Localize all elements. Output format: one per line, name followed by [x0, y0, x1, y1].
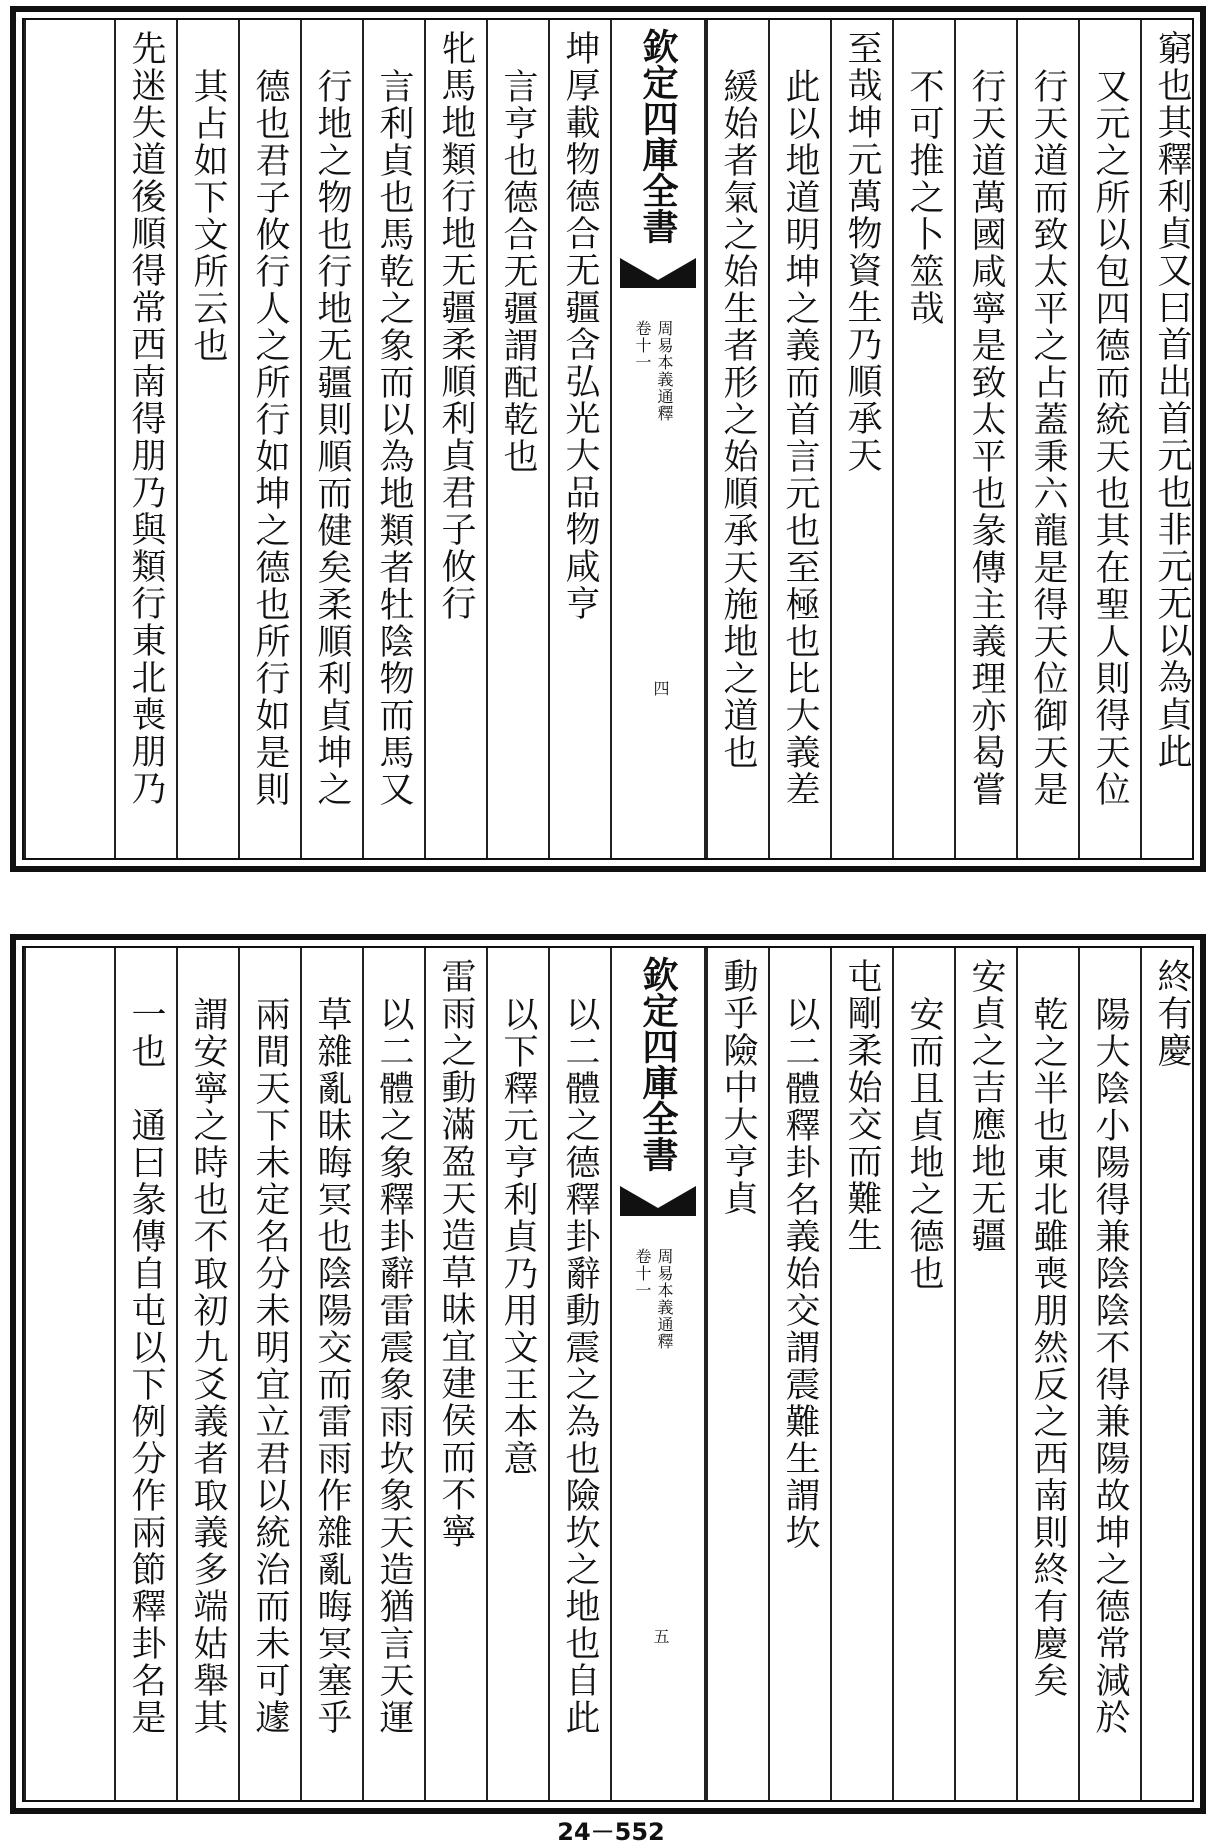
spine-volume: 卷十一 — [633, 320, 652, 371]
column-text: 草雜亂昧晦冥也陰陽交而雷雨作雜亂晦冥塞乎 — [312, 996, 352, 1736]
spine-book-title: 周易本義通釋 — [655, 320, 674, 422]
text-column — [1016, 948, 1078, 1800]
column-text: 雷雨之動滿盈天造草昧宜建侯而不寧 — [436, 958, 476, 1550]
column-text: 言亨也德合无疆謂配乾也 — [498, 68, 538, 475]
spine-title: 欽定四庫全書 — [637, 28, 679, 244]
blank-column — [24, 20, 114, 858]
column-text: 至哉坤元萬物資生乃順承天 — [842, 30, 882, 474]
text-column — [1140, 948, 1202, 1800]
column-text: 行天道而致太平之占蓋秉六龍是得天位御天是 — [1028, 68, 1068, 808]
text-column — [362, 948, 424, 1800]
column-text: 先迷失道後順得常西南得朋乃與類行東北喪朋乃 — [126, 30, 166, 807]
text-column — [1078, 948, 1140, 1800]
text-column — [486, 948, 548, 1800]
spine-page-number: 五 — [651, 1628, 670, 1645]
text-column — [706, 948, 768, 1800]
page-spine — [610, 948, 706, 1800]
column-text: 行天道萬國咸寧是致太平也彖傳主義理亦曷嘗 — [966, 68, 1006, 808]
fishtail-ornament — [620, 258, 696, 288]
column-text: 安貞之吉應地无疆 — [966, 958, 1006, 1254]
column-text: 陽大陰小陽得兼陰陰不得兼陽故坤之德常減於 — [1090, 996, 1130, 1736]
column-text: 兩間天下未定名分未明宜立君以統治而未可遽 — [250, 996, 290, 1736]
text-column — [954, 948, 1016, 1800]
text-column — [114, 948, 176, 1800]
column-text: 其占如下文所云也 — [188, 68, 228, 364]
text-column — [424, 948, 486, 1800]
text-column — [300, 20, 362, 858]
text-column — [424, 20, 486, 858]
text-column — [1016, 20, 1078, 858]
column-text: 不可推之卜筮哉 — [904, 68, 944, 327]
column-text: 安而且貞地之德也 — [904, 996, 944, 1292]
text-column — [1078, 20, 1140, 858]
text-column — [176, 948, 238, 1800]
text-column — [892, 20, 954, 858]
blank-column — [24, 948, 114, 1800]
column-text: 又元之所以包四德而統天也其在聖人則得天位 — [1090, 68, 1130, 808]
column-text: 以二體之象釋卦辭雷震象雨坎象天造猶言天運 — [374, 996, 414, 1736]
spine-page-number: 四 — [651, 680, 670, 697]
text-column — [362, 20, 424, 858]
column-text: 以二體之德釋卦辭動震之為也險坎之地也自此 — [560, 996, 600, 1736]
column-text: 屯剛柔始交而難生 — [842, 958, 882, 1254]
column-text: 緩始者氣之始生者形之始順承天施地之道也 — [718, 68, 758, 771]
text-column — [1140, 20, 1202, 858]
page-spine — [610, 20, 706, 858]
text-column — [768, 20, 830, 858]
text-column — [486, 20, 548, 858]
column-text: 德也君子攸行人之所行如坤之德也所行如是則 — [250, 68, 290, 808]
top-page — [10, 6, 1206, 872]
column-text: 終有慶 — [1152, 958, 1192, 1069]
spine-volume: 卷十一 — [633, 1248, 652, 1299]
column-text: 坤厚載物德合无疆含弘光大品物咸亨 — [560, 30, 600, 622]
text-column — [548, 948, 610, 1800]
text-column — [830, 20, 892, 858]
spine-book-title: 周易本義通釋 — [655, 1248, 674, 1350]
text-column — [238, 20, 300, 858]
bottom-page — [10, 934, 1206, 1814]
text-column — [830, 948, 892, 1800]
column-text: 窮也其釋利貞又曰首出首元也非元无以為貞此 — [1152, 30, 1192, 770]
column-text: 以二體釋卦名義始交謂震難生謂坎 — [780, 996, 820, 1551]
spine-title: 欽定四庫全書 — [637, 956, 679, 1172]
column-text: 此以地道明坤之義而首言元也至極也比大義差 — [780, 68, 820, 808]
top-page-frame — [22, 18, 1194, 860]
text-column — [548, 20, 610, 858]
text-column — [238, 948, 300, 1800]
text-column — [892, 948, 954, 1800]
column-text: 言利貞也馬乾之象而以為地類者牡陰物而馬又 — [374, 68, 414, 808]
page-footer-number: 24－552 — [557, 1818, 665, 1846]
column-text: 乾之半也東北雖喪朋然反之西南則終有慶矣 — [1028, 996, 1068, 1699]
bottom-page-frame — [22, 946, 1194, 1802]
column-text: 一也 通曰彖傳自屯以下例分作兩節釋卦名是 — [126, 996, 166, 1736]
column-text: 動乎險中大亨貞 — [718, 958, 758, 1217]
column-text: 牝馬地類行地无疆柔順利貞君子攸行 — [436, 30, 476, 622]
text-column — [706, 20, 768, 858]
text-column — [114, 20, 176, 858]
text-column — [176, 20, 238, 858]
column-text: 行地之物也行地无疆則順而健矣柔順利貞坤之 — [312, 68, 352, 808]
fishtail-ornament — [620, 1186, 696, 1216]
text-column — [768, 948, 830, 1800]
column-text: 以下釋元亨利貞乃用文王本意 — [498, 996, 538, 1477]
text-column — [954, 20, 1016, 858]
column-text: 謂安寧之時也不取初九爻義者取義多端姑舉其 — [188, 996, 228, 1736]
text-column — [300, 948, 362, 1800]
